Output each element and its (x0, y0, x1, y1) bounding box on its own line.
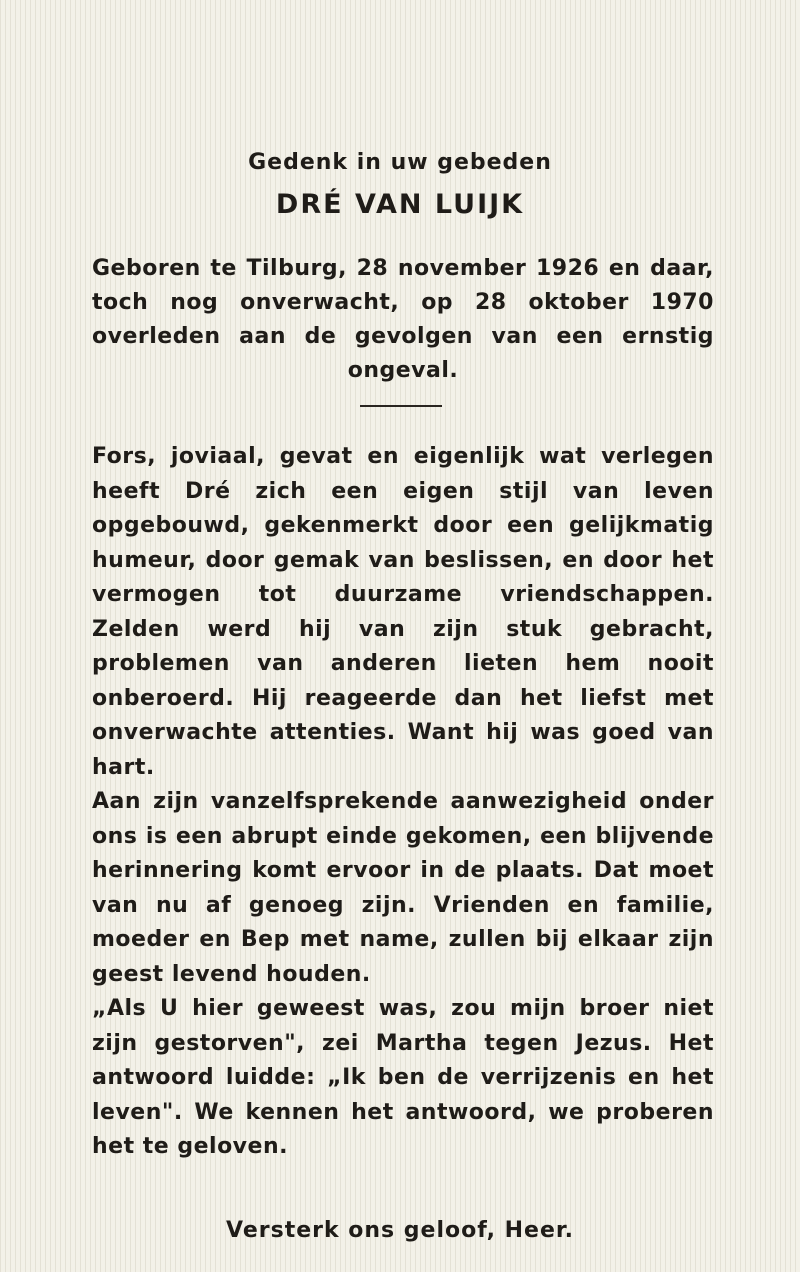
closing-prayer: Versterk ons geloof, Heer. (226, 1218, 574, 1243)
card-header (0, 150, 800, 220)
birth-death-text: Geboren te Tilburg, 28 november 1926 en daar, toch nog onverwacht, op 28 oktober 1970 overleden aan de gevolgen van een ernstig ongeval. (92, 256, 714, 383)
intro-line: Gedenk in uw gebeden (248, 150, 552, 175)
divider-line (360, 405, 442, 407)
paragraph-3: „Als U hier geweest was, zou mijn broer niet zijn gestorven", zei Martha tegen Jezus. Het antwoord luidde: „Ik ben de verrijzenis en het leven". We kennen het antwoord, we proberen het te geloven. (92, 996, 714, 1159)
deceased-name: DRÉ VAN LUIJK (275, 189, 525, 220)
paragraph-2: Aan zijn vanzelfsprekende aanwezigheid onder ons is een abrupt einde gekomen, een blijvende herinnering komt ervoor in de plaats. Dat moet van nu af genoeg zijn. Vrienden en familie, moeder en Bep met name, zullen bij elkaar zijn geest levend houden. (92, 789, 714, 987)
body-text (92, 440, 714, 1165)
paragraph-1: Fors, joviaal, gevat en eigenlijk wat verlegen heeft Dré zich een eigen stijl van leven opgebouwd, gekenmerkt door een gelijkmatig humeur, door gemak van beslissen, en door het vermogen tot duurzame vriendschappen. Zelden werd hij van zijn stuk gebracht, problemen van anderen lieten hem nooit onberoerd. Hij reageerde dan het liefst met onverwachte attenties. Want hij was goed van hart. (92, 444, 714, 780)
